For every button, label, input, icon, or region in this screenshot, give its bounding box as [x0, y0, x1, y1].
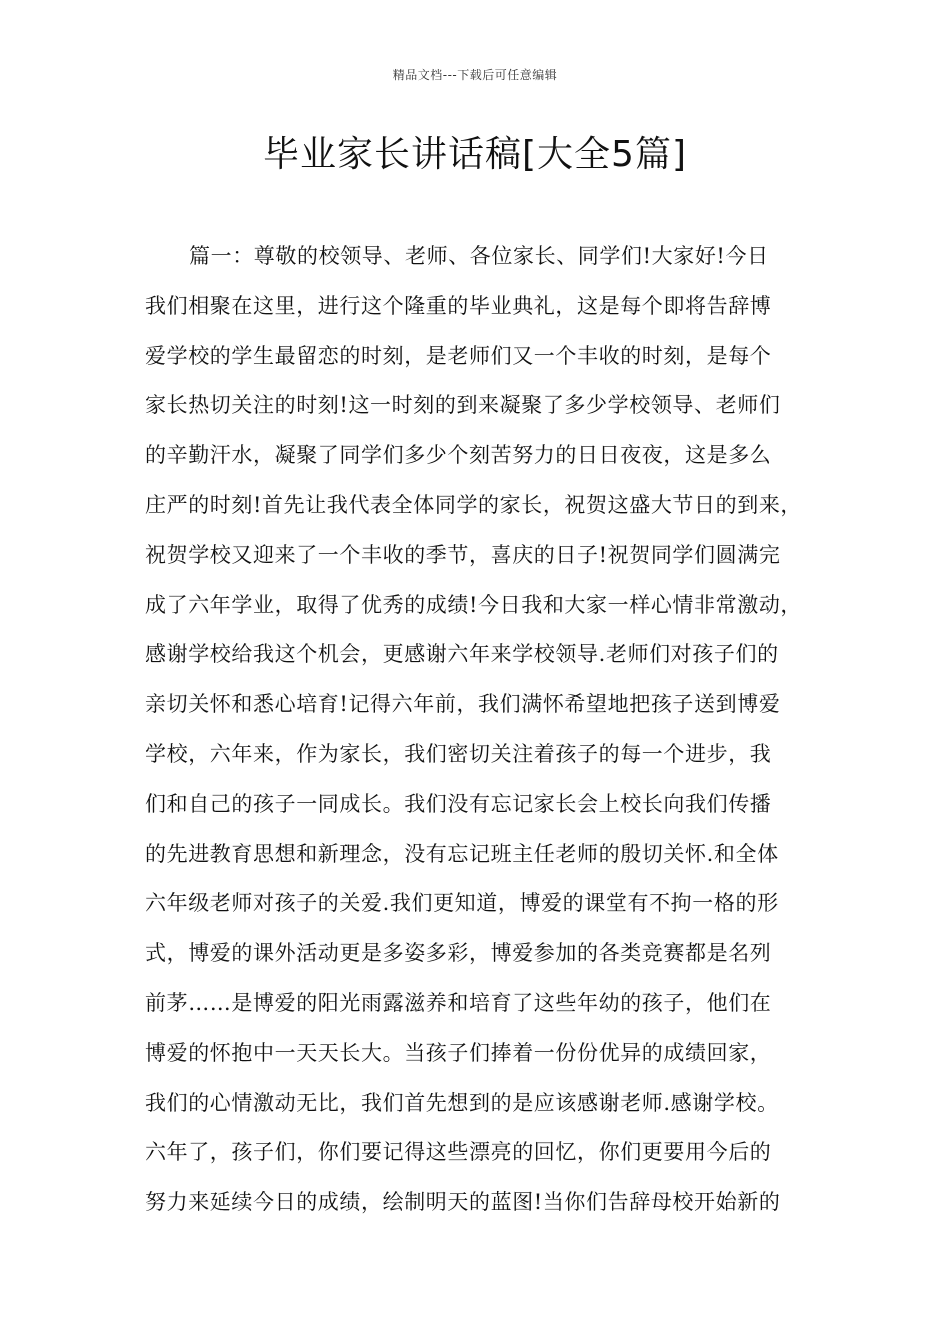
paragraph-line: 篇一：尊敬的校领导、老师、各位家长、同学们!大家好!今日: [189, 244, 769, 268]
paragraph-line: 六年级老师对孩子的关爱.我们更知道，博爱的课堂有不拘一格的形: [145, 891, 779, 916]
paragraph-line: 庄严的时刻!首先让我代表全体同学的家长，祝贺这盛大节日的到来，: [145, 492, 803, 517]
document-body: [145, 232, 825, 1228]
paragraph-line: 学校，六年来，作为家长，我们密切关注着孩子的每一个进步，我: [145, 741, 772, 766]
paragraph-line: 努力来延续今日的成绩，绘制明天的蓝图!当你们告辞母校开始新的: [145, 1190, 781, 1215]
paragraph-line: 我们相聚在这里，进行这个隆重的毕业典礼，这是每个即将告辞博: [145, 293, 772, 318]
paragraph-line: 祝贺学校又迎来了一个丰收的季节，喜庆的日子!祝贺同学们圆满完: [145, 542, 781, 567]
paragraph-line: 的先进教育思想和新理念，没有忘记班主任老师的殷切关怀.和全体: [145, 841, 779, 866]
paragraph-line: 的辛勤汗水，凝聚了同学们多少个刻苦努力的日日夜夜，这是多么: [145, 443, 772, 468]
paragraph-line: 爱学校的学生最留恋的时刻，是老师们又一个丰收的时刻，是每个: [145, 343, 772, 368]
paragraph-line: 式，博爱的课外活动更是多姿多彩，博爱参加的各类竞赛都是名列: [145, 941, 772, 966]
paragraph-line: 博爱的怀抱中一天天长大。当孩子们捧着一份份优异的成绩回家，: [145, 1040, 772, 1065]
document-title: 毕业家长讲话稿[大全5篇]: [263, 134, 687, 175]
paragraph-line: 感谢学校给我这个机会，更感谢六年来学校领导.老师们对孩子们的: [145, 642, 779, 667]
paragraph-line: 我们的心情激动无比，我们首先想到的是应该感谢老师.感谢学校。: [145, 1090, 779, 1115]
paragraph-line: 前茅……是博爱的阳光雨露滋养和培育了这些年幼的孩子，他们在: [145, 990, 772, 1015]
paragraph-line: 成了六年学业，取得了优秀的成绩!今日我和大家一样心情非常激动，: [145, 592, 803, 617]
paragraph-line: 们和自己的孩子一同成长。我们没有忘记家长会上校长向我们传播: [145, 791, 772, 816]
header-note: 精品文档---下载后可任意编辑: [392, 68, 558, 82]
paragraph-line: 六年了，孩子们，你们要记得这些漂亮的回忆，你们更要用今后的: [145, 1140, 772, 1165]
paragraph-line: 亲切关怀和悉心培育!记得六年前，我们满怀希望地把孩子送到博爱: [145, 692, 781, 717]
paragraph-line: 家长热切关注的时刻!这一时刻的到来凝聚了多少学校领导、老师们: [145, 393, 781, 418]
